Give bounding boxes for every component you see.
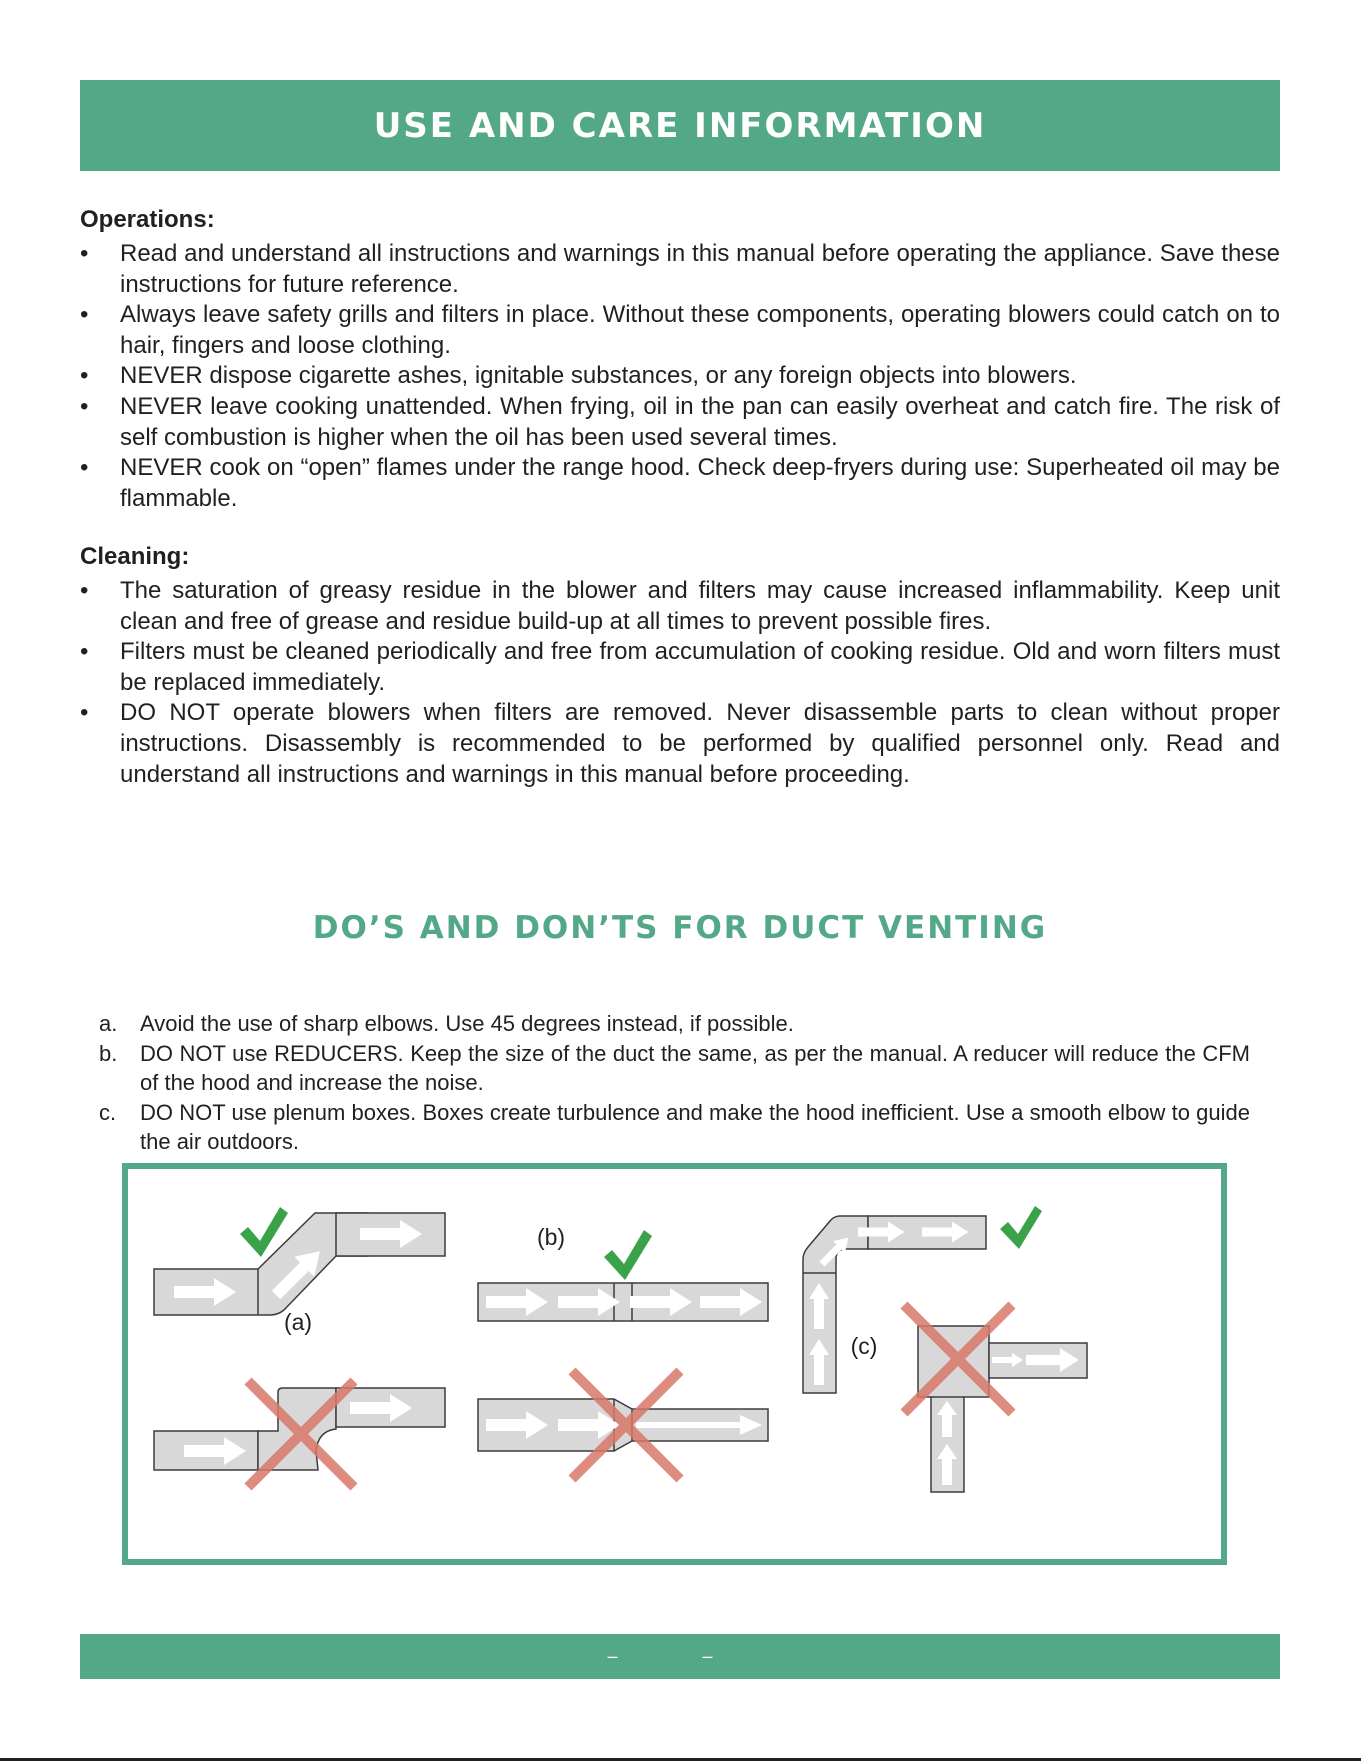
diagram-a-good bbox=[154, 1207, 445, 1335]
duct-venting-title: DO’S AND DON’TS FOR DUCT VENTING bbox=[312, 910, 1048, 946]
list-item: • Always leave safety grills and filters in place. Without these components, operating blowers could catch on to hair, fingers and loose clothing. bbox=[80, 301, 1280, 359]
bullet: • bbox=[80, 301, 89, 329]
page-title: USE AND CARE INFORMATION bbox=[373, 105, 987, 146]
cleaning-section bbox=[80, 541, 1280, 790]
duct-diagram-box bbox=[122, 1163, 1227, 1565]
checkmark-icon bbox=[1000, 1206, 1042, 1249]
list-item: c. DO NOT use plenum boxes. Boxes create turbulence and make the hood inefficient. Use a smooth elbow to guide the air outdoors. bbox=[99, 1099, 1250, 1154]
cleaning-heading: Cleaning: bbox=[80, 543, 190, 570]
list-item: • NEVER cook on “open” flames under the range hood. Check deep-fryers during use: Superheated oil may be flammable. bbox=[80, 454, 1280, 512]
label-b: (b) bbox=[536, 1224, 566, 1250]
list-item: a. Avoid the use of sharp elbows. Use 45 degrees instead, if possible. bbox=[99, 1009, 1250, 1039]
bullet: • bbox=[80, 240, 89, 267]
operations-heading: Operations: bbox=[80, 206, 215, 233]
label-c: (c) bbox=[850, 1333, 878, 1359]
bullet: • bbox=[80, 577, 89, 604]
list-item: • NEVER leave cooking unattended. When frying, oil in the pan can easily overheat and catch fire. The risk of self combustion is higher when the oil has been used several times. bbox=[80, 392, 1280, 451]
footer-banner bbox=[80, 1634, 1280, 1679]
label-a: (a) bbox=[283, 1309, 313, 1335]
bullet: • bbox=[80, 638, 89, 666]
list-item: b. DO NOT use REDUCERS. Keep the size of the duct the same, as per the manual. A reducer will reduce the CFM of the hood and increase the noise. bbox=[99, 1040, 1250, 1095]
list-item: • Read and understand all instructions and warnings in this manual before operating the appliance. Save these instructions for future reference. bbox=[80, 240, 1280, 298]
duct-rules-list bbox=[99, 1009, 1250, 1157]
header-banner bbox=[80, 80, 1280, 171]
diagram-c-bad bbox=[904, 1305, 1087, 1492]
bullet: • bbox=[80, 454, 89, 482]
list-marker: a. bbox=[99, 1011, 118, 1036]
list-item: • Filters must be cleaned periodically and free from accumulation of cooking residue. Old and worn filters must be replaced immediately. bbox=[80, 638, 1280, 696]
diagram-b-good bbox=[478, 1224, 768, 1321]
operations-section bbox=[80, 204, 1280, 514]
page-number: – – bbox=[607, 1646, 753, 1666]
checkmark-icon bbox=[604, 1230, 652, 1280]
list-marker: c. bbox=[99, 1099, 117, 1125]
list-item: • The saturation of greasy residue in the blower and filters may cause increased inflammability. Keep unit clean and free of grease and residue build-up at all times to prevent possible fires. bbox=[80, 577, 1280, 635]
bullet: • bbox=[80, 362, 89, 390]
list-item: • DO NOT operate blowers when filters are removed. Never disassemble parts to clean without proper instructions. Disassembly is recommended to be performed by qualified personnel only. Read and understand all instructions and warnings in this manual before proceeding. bbox=[80, 699, 1280, 788]
diagram-a-bad bbox=[154, 1381, 445, 1487]
list-marker: b. bbox=[99, 1040, 118, 1066]
bullet: • bbox=[80, 699, 89, 727]
diagram-b-bad bbox=[478, 1371, 768, 1479]
bullet: • bbox=[80, 392, 89, 420]
duct-diagram bbox=[128, 1169, 1221, 1559]
list-item: • NEVER dispose cigarette ashes, ignitable substances, or any foreign objects into blowers. bbox=[80, 361, 1280, 392]
